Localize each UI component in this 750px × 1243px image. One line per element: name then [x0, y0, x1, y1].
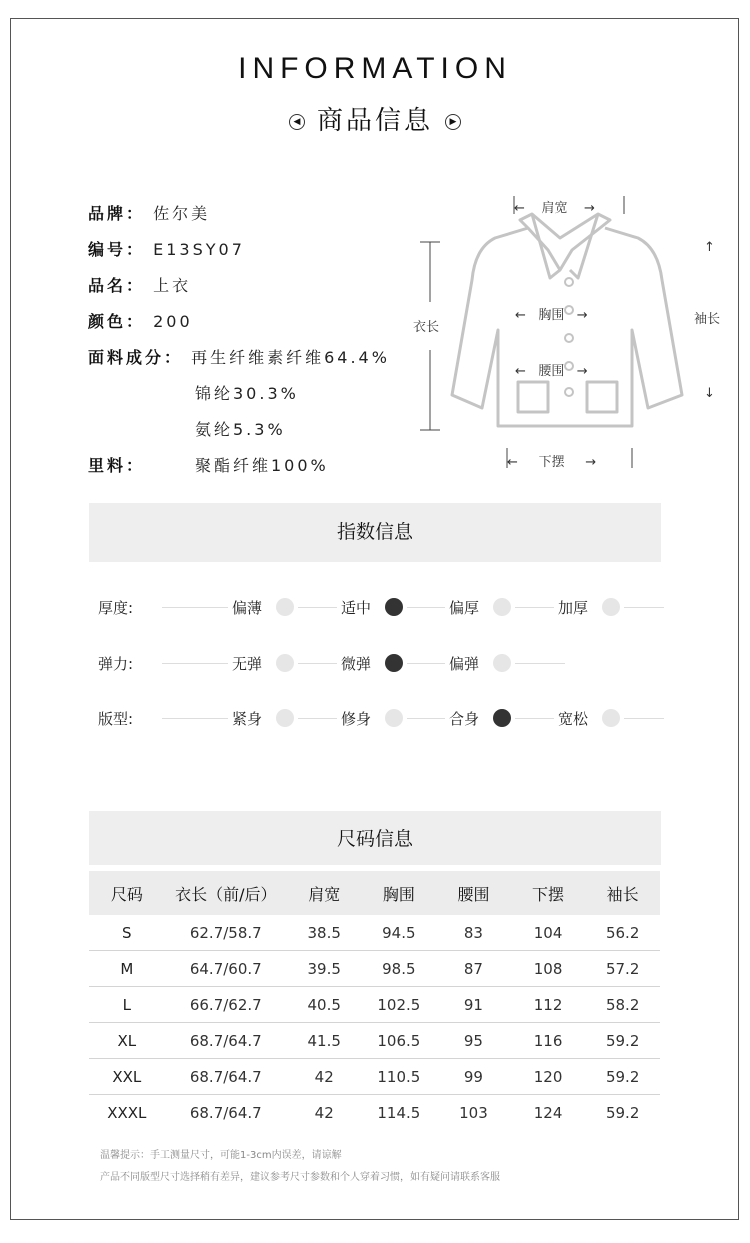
- table-row: [89, 1095, 660, 1131]
- sleeve-label: 袖长: [694, 312, 721, 327]
- table-cell: 91: [436, 987, 511, 1023]
- index-option-label: 偏厚: [449, 599, 480, 617]
- index-option-label: 加厚: [558, 599, 589, 617]
- table-cell: 42: [314, 1103, 334, 1122]
- table-cell: 83: [436, 915, 511, 951]
- info-lining-key: 里料：: [88, 456, 146, 475]
- table-cell: 42: [287, 1059, 362, 1095]
- info-lining: [88, 453, 145, 476]
- table-row: [89, 915, 660, 951]
- info-code: [88, 237, 245, 260]
- arrow-left-icon: ◀: [289, 114, 305, 130]
- size-section-title: 尺码信息: [89, 811, 661, 865]
- info-name-key: 品名：: [88, 276, 146, 295]
- table-cell: 114.5: [377, 1103, 421, 1122]
- table-cell: 112: [511, 987, 586, 1023]
- index-row: [0, 648, 750, 678]
- shoulder-measure: [514, 197, 595, 216]
- table-row: [89, 1023, 660, 1059]
- index-option-label: 偏弹: [449, 655, 480, 673]
- table-row: [89, 987, 660, 1023]
- index-dot-selected: [493, 709, 511, 727]
- index-row: [0, 703, 750, 733]
- index-row-label: 弹力:: [98, 655, 134, 673]
- table-cell: 102.5: [362, 987, 437, 1023]
- info-fabric-value-1: 再生纤维素纤维64.4%: [191, 348, 390, 367]
- info-fabric: [88, 345, 390, 368]
- index-row-label: 厚度:: [98, 599, 134, 617]
- info-name: [88, 273, 191, 296]
- hem-measure: [507, 451, 596, 470]
- sleeve-arrow-up-icon: ↑: [704, 240, 715, 255]
- size-table-header-cell: 腰围: [436, 871, 511, 915]
- index-dot: [602, 598, 620, 616]
- table-cell: 57.2: [585, 951, 660, 987]
- index-dot: [276, 709, 294, 727]
- table-cell: 108: [511, 951, 586, 987]
- index-dot: [385, 709, 403, 727]
- table-cell: 64.7/60.7: [165, 951, 287, 987]
- index-dot: [493, 654, 511, 672]
- size-table-body: [89, 915, 660, 1130]
- table-cell: 124: [533, 1103, 563, 1122]
- table-cell: 62.7/58.7: [165, 915, 287, 951]
- table-cell: 106.5: [362, 1023, 437, 1059]
- table-cell: 120: [511, 1059, 586, 1095]
- index-option-label: 偏薄: [232, 599, 263, 617]
- index-dot-selected: [385, 598, 403, 616]
- index-option-label: 修身: [341, 710, 372, 728]
- table-cell: 41.5: [287, 1023, 362, 1059]
- arrow-right-icon: →: [576, 364, 588, 379]
- size-table-header-cell: 尺码: [89, 871, 165, 915]
- hem-label: 下摆: [538, 455, 565, 470]
- table-cell: 39.5: [287, 951, 362, 987]
- arrow-left-icon: ←: [515, 364, 526, 379]
- index-option-label: 微弹: [341, 655, 372, 673]
- table-cell: 59.2: [585, 1023, 660, 1059]
- info-fabric-value-2: 锦纶30.3%: [195, 384, 299, 403]
- table-row: [89, 1059, 660, 1095]
- shoulder-label: 肩宽: [541, 201, 568, 216]
- arrow-left-icon: ←: [515, 308, 526, 323]
- info-color-value: 200: [153, 312, 193, 331]
- table-cell: 104: [511, 915, 586, 951]
- chest-label: 胸围: [538, 308, 565, 323]
- coat-button-3: [565, 334, 573, 342]
- size-table: [89, 871, 660, 1130]
- table-cell: 94.5: [362, 915, 437, 951]
- table-cell: 59.2: [605, 1103, 640, 1122]
- index-dot: [276, 654, 294, 672]
- coat-pocket-right: [587, 382, 617, 412]
- arrow-right-icon: →: [576, 308, 588, 323]
- table-cell: 87: [436, 951, 511, 987]
- length-label: 衣长: [413, 320, 440, 335]
- table-cell: 95: [436, 1023, 511, 1059]
- info-brand: [88, 201, 210, 224]
- info-brand-value: 佐尔美: [153, 204, 211, 223]
- table-cell: XXL: [89, 1059, 165, 1095]
- title-chinese: [0, 100, 750, 137]
- info-name-value: 上衣: [153, 276, 192, 295]
- info-fabric-key: 面料成分：: [88, 348, 184, 367]
- table-cell: 99: [436, 1059, 511, 1095]
- index-option-label: 紧身: [232, 710, 263, 728]
- index-dot: [602, 709, 620, 727]
- table-cell: 68.7/64.7: [189, 1103, 262, 1122]
- table-row: [89, 951, 660, 987]
- table-cell: L: [89, 987, 165, 1023]
- arrow-right-icon: ▶: [445, 114, 461, 130]
- size-table-header-cell: 衣长（前/后）: [165, 871, 287, 915]
- coat-button-1: [565, 278, 573, 286]
- title-chinese-text: 商品信息: [316, 106, 433, 136]
- table-cell: 110.5: [362, 1059, 437, 1095]
- arrow-left-icon: ←: [507, 455, 518, 470]
- coat-diagram: [400, 190, 720, 475]
- index-option-label: 无弹: [232, 655, 263, 673]
- table-cell: XL: [89, 1023, 165, 1059]
- size-table-header-cell: 胸围: [362, 871, 437, 915]
- index-dot: [276, 598, 294, 616]
- table-cell: 58.2: [585, 987, 660, 1023]
- arrow-right-icon: →: [585, 455, 597, 470]
- info-lining-value: 聚酯纤维100%: [195, 456, 329, 475]
- index-option-label: 适中: [341, 599, 372, 617]
- table-cell: 40.5: [287, 987, 362, 1023]
- info-color: [88, 309, 193, 332]
- info-code-key: 编号：: [88, 240, 146, 259]
- info-code-value: E13SY07: [153, 240, 245, 259]
- arrow-left-icon: ←: [514, 201, 525, 216]
- table-cell: S: [89, 915, 165, 951]
- index-section-title: 指数信息: [89, 503, 661, 562]
- info-brand-key: 品牌：: [88, 204, 146, 223]
- table-cell: M: [89, 951, 165, 987]
- waist-label: 腰围: [538, 364, 565, 379]
- table-cell: 68.7/64.7: [165, 1023, 287, 1059]
- coat-button-5: [565, 388, 573, 396]
- table-cell: 66.7/62.7: [165, 987, 287, 1023]
- size-table-header: [89, 871, 660, 915]
- table-cell: 116: [511, 1023, 586, 1059]
- coat-pocket-left: [518, 382, 548, 412]
- table-cell: XXXL: [107, 1103, 147, 1122]
- table-cell: 98.5: [362, 951, 437, 987]
- index-row-label: 版型:: [98, 710, 134, 728]
- chest-measure: [515, 304, 588, 323]
- note-line-2: 产品不同版型尺寸选择稍有差异，建议参考尺寸参数和个人穿着习惯，如有疑问请联系客服: [100, 1172, 500, 1183]
- info-fabric-value-3: 氨纶5.3%: [195, 420, 286, 439]
- index-dot-selected: [385, 654, 403, 672]
- table-cell: 59.2: [585, 1059, 660, 1095]
- info-color-key: 颜色：: [88, 312, 146, 331]
- index-option-label: 合身: [449, 710, 480, 728]
- index-dot: [493, 598, 511, 616]
- table-cell: 103: [459, 1103, 488, 1122]
- index-row: [0, 592, 750, 622]
- waist-measure: [515, 360, 588, 379]
- note-line-1: 温馨提示：手工测量尺寸，可能1-3cm内误差，请谅解: [100, 1150, 342, 1161]
- index-option-label: 宽松: [558, 710, 589, 728]
- title-english: INFORMATION: [238, 52, 512, 85]
- size-table-header-cell: 肩宽: [287, 871, 362, 915]
- table-cell: 56.2: [585, 915, 660, 951]
- size-table-header-cell: 袖长: [585, 871, 660, 915]
- table-cell: 38.5: [287, 915, 362, 951]
- size-table-header-cell: 下摆: [511, 871, 586, 915]
- sleeve-arrow-down-icon: ↓: [704, 386, 715, 401]
- arrow-right-icon: →: [583, 201, 595, 216]
- table-cell: 68.7/64.7: [165, 1059, 287, 1095]
